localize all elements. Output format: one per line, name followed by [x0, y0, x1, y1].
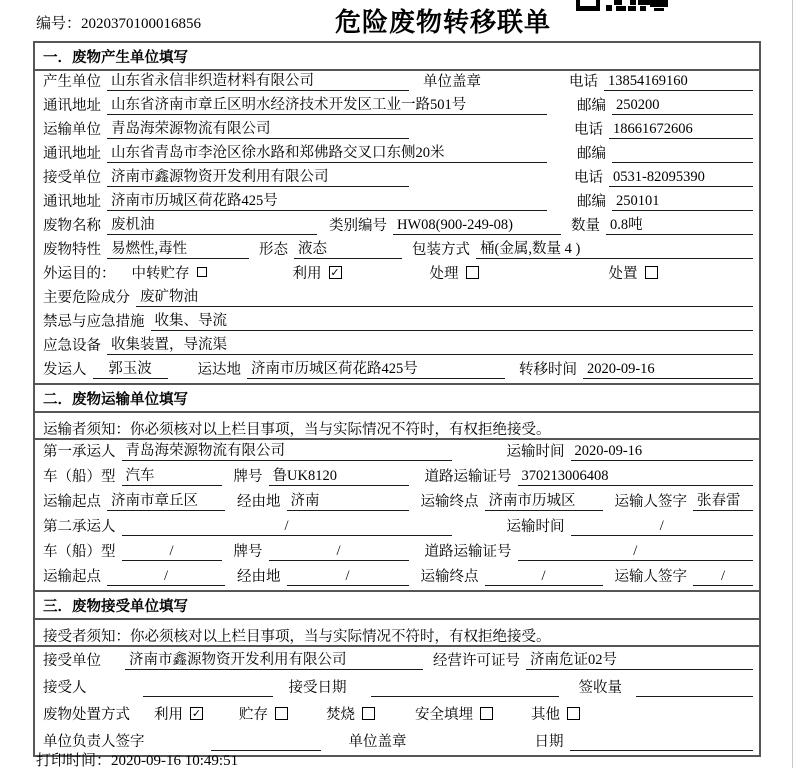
- recipient-label: 接受人: [43, 680, 87, 696]
- carrier2-via: /: [287, 568, 409, 586]
- page-edge-line: [792, 0, 793, 768]
- row-producer: [35, 71, 759, 95]
- row-purpose: [35, 263, 759, 287]
- receiver-zip-value: 250101: [612, 193, 753, 211]
- section-transporter: [35, 385, 759, 592]
- disposal-option-utilize: 利用 ✓: [154, 707, 202, 723]
- section-transporter-title: 二．废物运输单位填写: [35, 385, 759, 413]
- equipment-label: 应急设备: [43, 338, 101, 354]
- carrier1-plate: 鲁UK8120: [269, 464, 409, 486]
- producer-phone-value: 13854169160: [604, 73, 753, 91]
- row-producer-address: [35, 95, 759, 119]
- transporter-value: 青岛海荣源物流有限公司: [107, 117, 409, 139]
- destination-label: 运达地: [197, 362, 241, 378]
- receive-date-label: 接受日期: [288, 680, 347, 696]
- carrier-sign-label: 运输人签字: [614, 569, 687, 585]
- waste-name-value: 废机油: [107, 213, 317, 235]
- road-permit-label: 道路运输证号: [424, 544, 512, 560]
- packaging-value: 桶(金属,数量 4 ): [476, 237, 753, 259]
- address-label: 通讯地址: [43, 98, 101, 114]
- form-label: 形态: [259, 242, 288, 258]
- vehicle-label: 车（船）型: [43, 544, 116, 560]
- recipient-value: [143, 696, 273, 697]
- address-label: 通讯地址: [43, 194, 101, 210]
- carrier-sign-label: 运输人签字: [614, 494, 687, 510]
- via-label: 经由地: [237, 494, 281, 510]
- row-carrier2-vehicle: [35, 540, 759, 565]
- checkbox-disposal-storage: [275, 707, 288, 720]
- disposal-label: 废物处置方式: [43, 707, 130, 723]
- carrier2-road-permit: /: [518, 543, 754, 561]
- transporter-phone-value: 18661672606: [609, 121, 753, 139]
- carrier2-label: 第二承运人: [43, 519, 116, 535]
- checkbox-disposal-landfill: [480, 707, 493, 720]
- section-receiver-title: 三．废物接受单位填写: [35, 592, 759, 620]
- checkbox-transfer-storage: [197, 267, 207, 277]
- receiver-label: 接受单位: [43, 653, 101, 669]
- carrier2-plate: /: [269, 543, 409, 561]
- checkbox-treatment: [466, 266, 479, 279]
- page-title: 危险废物转移联单: [334, 7, 551, 37]
- zip-label: 邮编: [577, 146, 606, 162]
- receiver-value: 济南市鑫源物资开发利用有限公司: [107, 165, 409, 187]
- carrier1-label: 第一承运人: [43, 444, 116, 460]
- phone-label: 电话: [574, 122, 603, 138]
- row-receiver-address: [35, 191, 759, 215]
- row-receiver: [35, 167, 759, 191]
- carrier1-origin: 济南市章丘区: [107, 489, 225, 511]
- unit-seal-label: 单位盖章: [348, 734, 407, 750]
- received-qty-value: [636, 696, 753, 697]
- row-carrier1-route: [35, 490, 759, 515]
- quantity-label: 数量: [571, 218, 600, 234]
- row-carrier2: [35, 515, 759, 540]
- checkbox-disposal-incineration: [362, 707, 375, 720]
- carrier1-terminus: 济南市历城区: [485, 489, 603, 511]
- checkbox-disposal-other: [567, 707, 580, 720]
- packaging-label: 包装方式: [412, 242, 470, 258]
- row-emergency-equipment: [35, 335, 759, 359]
- quantity-value: 0.8吨: [606, 213, 753, 235]
- zip-label: 邮编: [577, 194, 606, 210]
- purpose-label: 外运目的：: [43, 266, 116, 282]
- row-transporter-address: [35, 143, 759, 167]
- date-value: [570, 750, 754, 751]
- phone-label: 电话: [574, 170, 603, 186]
- producer-value: 山东省永信非织造材料有限公司: [107, 69, 409, 91]
- terminus-label: 运输终点: [420, 494, 479, 510]
- row-waste-characteristics: [35, 239, 759, 263]
- destination-value: 济南市历城区荷花路425号: [247, 357, 505, 379]
- precaution-value: 收集、导流: [151, 309, 754, 331]
- producer-address-value: 山东省济南市章丘区明水经济技术开发区工业一路501号: [107, 93, 547, 115]
- carrier1-vehicle: 汽车: [122, 464, 222, 486]
- row-receiving-unit: [35, 647, 759, 674]
- carrier2-origin: /: [107, 568, 225, 586]
- row-precaution: [35, 311, 759, 335]
- purpose-option-disposal: 处置: [609, 262, 658, 283]
- purpose-option-treatment: 处理: [430, 262, 479, 283]
- characteristics-value: 易燃性,毒性: [107, 237, 249, 259]
- producer-label: 产生单位: [43, 74, 101, 90]
- checkbox-disposal-utilize: ✓: [191, 707, 202, 720]
- consignor-value: 郭玉波: [93, 357, 168, 379]
- category-label: 类别编号: [329, 218, 387, 234]
- origin-label: 运输起点: [43, 494, 101, 510]
- carrier1-road-permit: 370213006408: [518, 468, 754, 486]
- row-transporter: [35, 119, 759, 143]
- section-producer: [35, 43, 759, 385]
- receiver-notice: 接受者须知：你必须核对以上栏目事项，当与实际情况不符时，有权拒绝接受。: [35, 620, 759, 647]
- receiving-unit-value: 济南市鑫源物资开发利用有限公司: [125, 648, 423, 670]
- transfer-time-label: 转移时间: [519, 362, 577, 378]
- transport-time-label: 运输时间: [506, 444, 565, 460]
- carrier1-via: 济南: [287, 489, 409, 511]
- disposal-option-landfill: 安全填埋: [415, 703, 493, 724]
- checkbox-disposal: [645, 266, 658, 279]
- purpose-option-transfer-storage: 中转贮存: [132, 262, 207, 283]
- hazard-label: 主要危险成分: [43, 290, 130, 306]
- serial-number: 2020370100016856: [81, 16, 202, 32]
- section-receiver: [35, 592, 759, 755]
- manifest-form: [33, 41, 761, 757]
- road-permit-label: 道路运输证号: [424, 469, 512, 485]
- disposal-option-incineration: 焚烧: [326, 703, 375, 724]
- waste-name-label: 废物名称: [43, 218, 101, 234]
- carrier1-name: 青岛海荣源物流有限公司: [122, 439, 452, 461]
- plate-label: 牌号: [233, 469, 263, 485]
- producer-zip-value: 250200: [612, 97, 753, 115]
- terminus-label: 运输终点: [420, 569, 479, 585]
- carrier2-terminus: /: [485, 568, 603, 586]
- carrier1-time: 2020-09-16: [571, 443, 754, 461]
- row-disposal-method: [35, 701, 759, 728]
- qr-code-fragment: [576, 0, 668, 11]
- row-consignor: [35, 359, 759, 383]
- transport-time-label: 运输时间: [506, 519, 565, 535]
- plate-label: 牌号: [233, 544, 263, 560]
- address-label: 通讯地址: [43, 146, 101, 162]
- disposal-option-other: 其他: [531, 703, 580, 724]
- zip-label: 邮编: [577, 98, 606, 114]
- permit-value: 济南危证02号: [526, 648, 753, 670]
- receiver-address-value: 济南市历城区荷花路425号: [107, 189, 547, 211]
- origin-label: 运输起点: [43, 569, 101, 585]
- head-sign-label: 单位负责人签字: [43, 734, 145, 750]
- vehicle-label: 车（船）型: [43, 469, 116, 485]
- row-hazard-components: [35, 287, 759, 311]
- receive-date-value: [371, 696, 559, 697]
- carrier1-sign: 张春雷: [693, 489, 753, 511]
- transporter-label: 运输单位: [43, 122, 101, 138]
- serial-label: 编号：: [36, 16, 82, 32]
- form-value: 液态: [294, 237, 402, 259]
- category-value: HW08(900-249-08): [393, 217, 561, 235]
- carrier2-sign: /: [693, 568, 753, 586]
- print-time-value: 2020-09-16 10:49:51: [111, 753, 239, 769]
- carrier2-name: /: [122, 518, 452, 536]
- section-producer-title: 一．废物产生单位填写: [35, 43, 759, 71]
- transfer-time-value: 2020-09-16: [583, 361, 753, 379]
- print-time-label: 打印时间：: [36, 753, 112, 769]
- permit-label: 经营许可证号: [433, 653, 520, 669]
- transporter-zip-value: [612, 162, 753, 163]
- disposal-option-storage: 贮存: [239, 703, 288, 724]
- hazard-value: 废矿物油: [136, 285, 753, 307]
- receiver-phone-value: 0531-82095390: [609, 169, 753, 187]
- carrier2-vehicle: /: [122, 543, 222, 561]
- checkbox-utilize: ✓: [330, 266, 340, 279]
- row-carrier1: [35, 440, 759, 465]
- equipment-value: 收集装置，导流渠: [107, 333, 753, 355]
- received-qty-label: 签收量: [578, 680, 622, 696]
- row-carrier2-route: [35, 565, 759, 590]
- row-recipient: [35, 674, 759, 701]
- receiver-label: 接受单位: [43, 170, 101, 186]
- consignor-label: 发运人: [43, 362, 87, 378]
- purpose-option-utilize: 利用 ✓: [292, 266, 340, 282]
- row-carrier1-vehicle: [35, 465, 759, 490]
- print-time-line: [36, 749, 238, 770]
- row-waste-name: [35, 215, 759, 239]
- characteristics-label: 废物特性: [43, 242, 101, 258]
- unit-seal-label: 单位盖章: [423, 74, 481, 90]
- via-label: 经由地: [237, 569, 281, 585]
- phone-label: 电话: [569, 74, 598, 90]
- date-label: 日期: [534, 734, 564, 750]
- transporter-notice: 运输者须知：你必须核对以上栏目事项，当与实际情况不符时，有权拒绝接受。: [35, 413, 759, 440]
- precaution-label: 禁忌与应急措施: [43, 314, 145, 330]
- transporter-address-value: 山东省青岛市李沧区徐水路和郑佛路交叉口东侧20米: [107, 141, 547, 163]
- carrier2-time: /: [571, 518, 754, 536]
